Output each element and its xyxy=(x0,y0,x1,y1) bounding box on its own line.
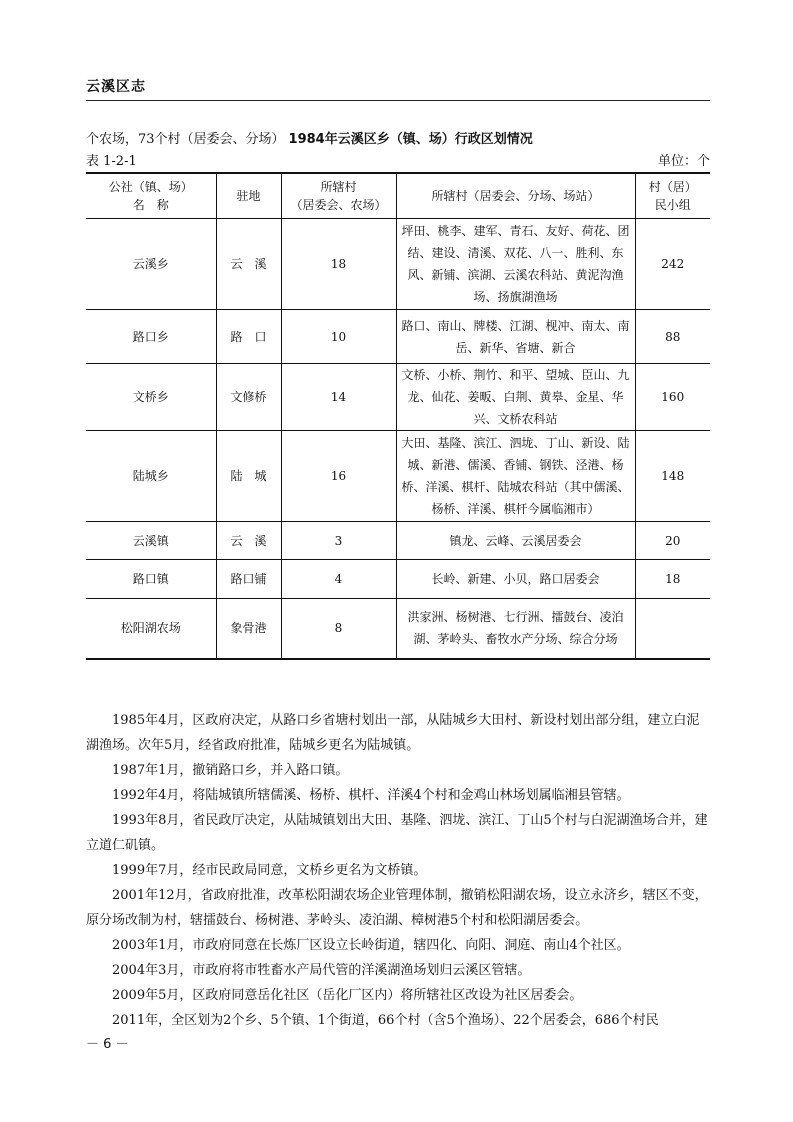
table-title: 1984年云溪区乡（镇、场）行政区划情况 xyxy=(288,132,533,147)
cell-seat: 云 溪 xyxy=(216,219,281,310)
cell-name: 路口镇 xyxy=(86,560,216,599)
cell-name: 云溪乡 xyxy=(86,219,216,310)
header-rule xyxy=(86,100,710,101)
table-number: 表 1-2-1 xyxy=(86,154,137,169)
cell-seat: 陆 城 xyxy=(216,431,281,522)
paragraph: 1999年7月，经市民政局同意，文桥乡更名为文桥镇。 xyxy=(112,863,427,878)
cell-seat: 象骨港 xyxy=(216,599,281,659)
cell-seat: 路口铺 xyxy=(216,560,281,599)
cell-groups: 160 xyxy=(635,364,710,431)
col-header-count: 所辖村 （居委会、农场） xyxy=(281,173,396,219)
cell-villages: 大田、基隆、滨江、泗垅、丁山、新设、陆城、新港、儒溪、香铺、钢铁、泾港、杨桥、洋溪、棋杆、陆城农科站（其中儒溪、杨桥、洋溪、棋杆今属临湘市） xyxy=(396,431,635,522)
paragraph: 2001年12月，省政府批准，改革松阳湖农场企业管理体制，撤销松阳湖农场，设立永济乡，辖区不变，原分场改制为村，辖擂鼓台、杨树港、茅岭头、凌泊湖、樟树港5个村和松阳湖居委会。 xyxy=(86,888,708,928)
cell-name: 松阳湖农场 xyxy=(86,599,216,659)
cell-count: 10 xyxy=(281,310,396,364)
cell-count: 16 xyxy=(281,431,396,522)
cell-villages: 坪田、桃李、建军、青石、友好、荷花、团结、建设、清溪、双花、八一、胜利、东风、新铺、滨湖、云溪农科站、黄泥沟渔场、扬旗湖渔场 xyxy=(396,219,635,310)
cell-count: 14 xyxy=(281,364,396,431)
cell-villages: 长岭、新建、小贝，路口居委会 xyxy=(396,560,635,599)
cell-groups xyxy=(635,599,710,659)
table-row xyxy=(86,364,710,431)
cell-name: 云溪镇 xyxy=(86,522,216,560)
paragraph: 1985年4月，区政府决定，从路口乡省塘村划出一部，从陆城乡大田村、新设村划出部分组，建立白泥湖渔场。次年5月，经省政府批准，陆城乡更名为陆城镇。 xyxy=(86,713,700,753)
cell-count: 3 xyxy=(281,522,396,560)
table-row xyxy=(86,219,710,310)
cell-count: 18 xyxy=(281,219,396,310)
paragraph: 1993年8月，省民政厅决定，从陆城镇划出大田、基隆、泗垅、滨江、丁山5个村与白泥湖渔场合并，建立道仁矶镇。 xyxy=(86,813,708,853)
col-header-villages: 所辖村（居委会、分场、场站） xyxy=(396,173,635,219)
cell-groups: 148 xyxy=(635,431,710,522)
paragraph: 1992年4月，将陆城镇所辖儒溪、杨桥、棋杆、洋溪4个村和金鸡山林场划属临湘县管辖。 xyxy=(112,788,630,803)
cell-villages: 文桥、小桥、荆竹、和平、望城、臣山、九龙、仙花、姜畈、白荆、黄皋、金星、华兴、文桥农科站 xyxy=(396,364,635,431)
cell-groups: 20 xyxy=(635,522,710,560)
cell-name: 路口乡 xyxy=(86,310,216,364)
header-title: 云溪区志 xyxy=(86,79,146,95)
cell-seat: 路 口 xyxy=(216,310,281,364)
table-header-row xyxy=(86,173,710,219)
cell-groups: 18 xyxy=(635,560,710,599)
paragraph: 2011年，全区划为2个乡、5个镇、1个街道，66个村（含5个渔场）、22个居委会，686个村民 xyxy=(112,1013,659,1028)
intro-line xyxy=(86,128,710,147)
paragraph: 1987年1月，撤销路口乡，并入路口镇。 xyxy=(112,763,349,778)
cell-groups: 242 xyxy=(635,219,710,310)
paragraph: 2004年3月，市政府将市牲畜水产局代管的洋溪湖渔场划归云溪区管辖。 xyxy=(112,963,531,978)
cell-count: 4 xyxy=(281,560,396,599)
cell-villages: 路口、南山、牌楼、江湖、枧冲、南太、南岳、新华、省塘、新合 xyxy=(396,310,635,364)
table-row xyxy=(86,522,710,560)
cell-name: 文桥乡 xyxy=(86,364,216,431)
table-row xyxy=(86,431,710,522)
paragraph: 2003年1月，市政府同意在长炼厂区设立长岭街道，辖四化、向阳、洞庭、南山4个社区。 xyxy=(112,938,630,953)
col-header-groups: 村（居） 民小组 xyxy=(635,173,710,219)
table-row xyxy=(86,560,710,599)
col-header-seat: 驻地 xyxy=(216,173,281,219)
paragraph: 2009年5月，区政府同意岳化社区（岳化厂区内）将所辖社区改设为社区居委会。 xyxy=(112,988,583,1003)
cell-groups: 88 xyxy=(635,310,710,364)
cell-count: 8 xyxy=(281,599,396,659)
cell-villages: 洪家洲、杨树港、七行洲、擂鼓台、凌泊湖、茅岭头、畜牧水产分场、综合分场 xyxy=(396,599,635,659)
cell-name: 陆城乡 xyxy=(86,431,216,522)
cell-seat: 云 溪 xyxy=(216,522,281,560)
cell-villages: 镇龙、云峰、云溪居委会 xyxy=(396,522,635,560)
table-row xyxy=(86,310,710,364)
cell-seat: 文修桥 xyxy=(216,364,281,431)
col-header-name: 公社（镇、场） 名 称 xyxy=(86,173,216,219)
table-row xyxy=(86,599,710,659)
intro-fragment: 个农场，73个村（居委会、分场） xyxy=(86,132,285,147)
admin-division-table xyxy=(86,172,710,660)
body-text xyxy=(86,708,710,1033)
unit-label: 单位：个 xyxy=(657,154,710,169)
page-number: － 6 － xyxy=(86,1037,129,1052)
